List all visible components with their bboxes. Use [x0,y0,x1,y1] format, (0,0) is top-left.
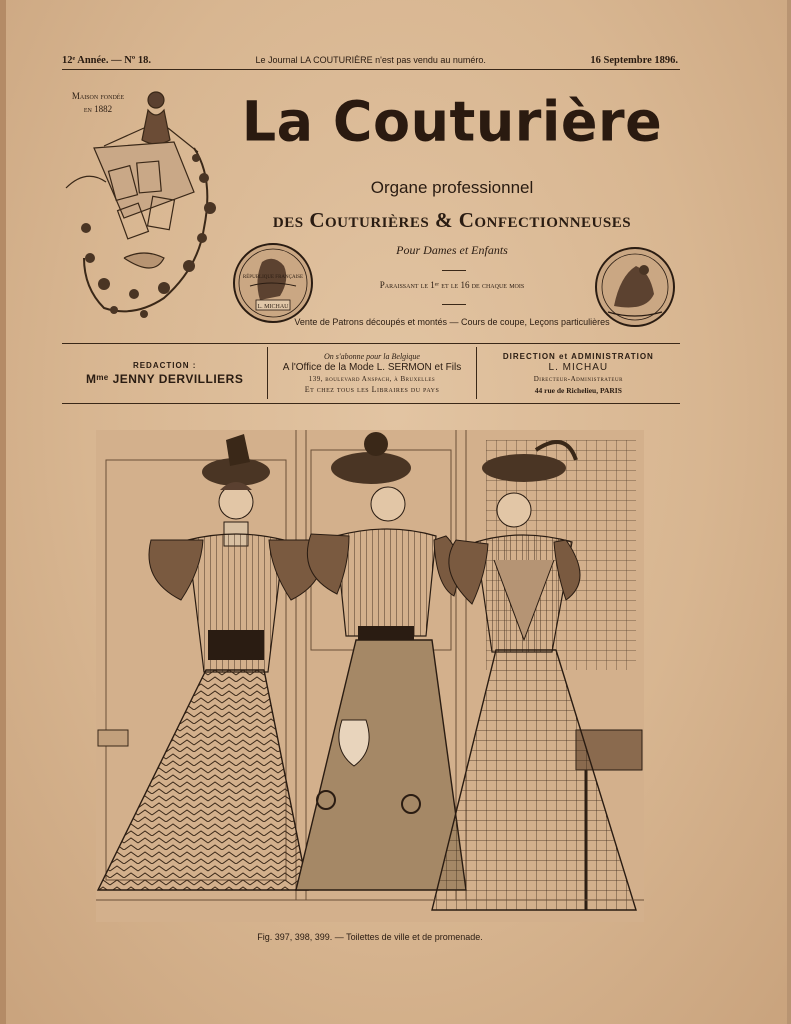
masthead-small-rule [442,270,466,271]
masthead-subtitle: Organe professionnel [370,178,534,197]
fashion-plate-illustration [96,430,644,922]
belgium-cell [268,347,476,399]
issue-number: 12ᵉ Année. — Nº 18. [62,54,152,66]
sale-notice: Le Journal LA COUTURIÈRE n'est pas vendu au numéro. [255,55,486,65]
medal-right-icon [594,246,676,328]
medal-left-top-text: RÉPUBLIQUE FRANÇAISE [242,275,304,280]
page-edge-left [0,0,6,1024]
belgium-booksellers: Et chez tous les Libraires du pays [304,385,440,394]
direction-cell [477,347,680,399]
director-title: Directeur-Administrateur [533,374,623,383]
services-line: Vente de Patrons découpés et montés — Cours de coupe, Leçons particulières [294,317,610,327]
belgium-office: A l'Office de la Mode L. SERMON et Fils [282,362,462,373]
belgium-address: 139, boulevard Anspach, à Bruxelles [308,375,436,383]
masthead-title: La Couturière [241,89,663,154]
band-top-rule [62,343,680,344]
info-band [62,347,680,399]
redaction-name: Mᵐᵉ JENNY DERVILLIERS [85,371,244,386]
redaction-cell [62,347,268,399]
direction-label: DIRECTION et ADMINISTRATION [502,351,654,361]
founded-line-2: en 1882 [83,104,113,114]
director-name: L. MICHAU [548,361,609,373]
masthead-audience: des Couturières & Confectionneuses [272,208,632,232]
founded-line-1: Maison fondée [71,91,125,101]
header-rule [62,69,680,70]
medal-left-icon [232,242,314,324]
masthead-scope: Pour Dames et Enfants [396,243,508,257]
header-line [62,53,678,67]
illustration-caption: Fig. 397, 398, 399. — Toilettes de ville et de promenade. [257,932,483,942]
band-bottom-rule [62,403,680,404]
page-edge-right [787,0,791,1024]
director-address: 44 rue de Richelieu, PARIS [534,385,622,395]
seamstress-vignette-illustration [64,88,224,328]
belgium-intro: On s'abonne pour la Belgique [324,352,420,361]
publication-frequency: Paraissant le 1ᵉʳ et le 16 de chaque mois [379,280,525,290]
medal-left-inscription: L. MICHAU [257,304,289,310]
issue-date: 16 Septembre 1896. [590,54,678,66]
redaction-label: REDACTION : [132,360,197,370]
masthead-small-rule-2 [442,304,466,305]
